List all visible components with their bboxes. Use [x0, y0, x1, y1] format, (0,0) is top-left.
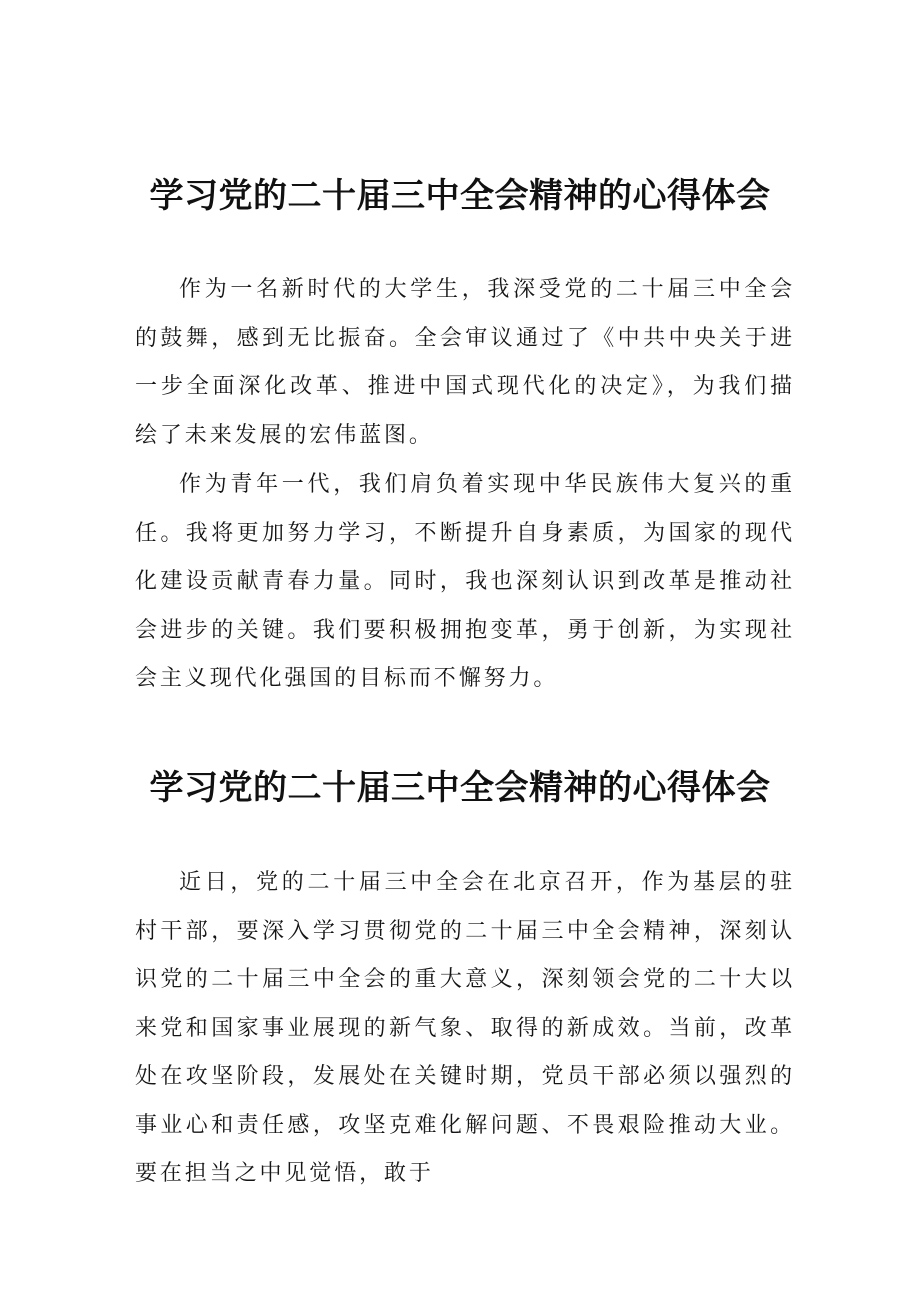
section-1-title: 学习党的二十届三中全会精神的心得体会 [149, 176, 771, 216]
section-1-paragraph-2: 作为青年一代，我们肩负着实现中华民族伟大复兴的重任。我将更加努力学习，不断提升自身素质，为国家的现代化建设贡献青春力量。同时，我也深刻认识到改革是推动社会进步的关键。我们要积极拥抱变革，勇于创新，为实现社会主义现代化强国的目标而不懈努力。 [135, 472, 795, 691]
section-2-paragraph-1: 近日，党的二十届三中全会在北京召开，作为基层的驻村干部，要深入学习贯彻党的二十届三中全会精神，深刻认识党的二十届三中全会的重大意义，深刻领会党的二十大以来党和国家事业展现的新气象、取得的新成效。当前，改革处在攻坚阶段，发展处在关键时期，党员干部必须以强烈的事业心和责任感，攻坚克难化解问题、不畏艰险推动大业。要在担当之中见觉悟，敢于 [135, 870, 795, 1186]
section-1-paragraph-1: 作为一名新时代的大学生，我深受党的二十届三中全会的鼓舞，感到无比振奋。全会审议通过了《中共中央关于进一步全面深化改革、推进中国式现代化的决定》，为我们描绘了未来发展的宏伟蓝图。 [135, 277, 795, 448]
section-2-title: 学习党的二十届三中全会精神的心得体会 [149, 768, 771, 808]
